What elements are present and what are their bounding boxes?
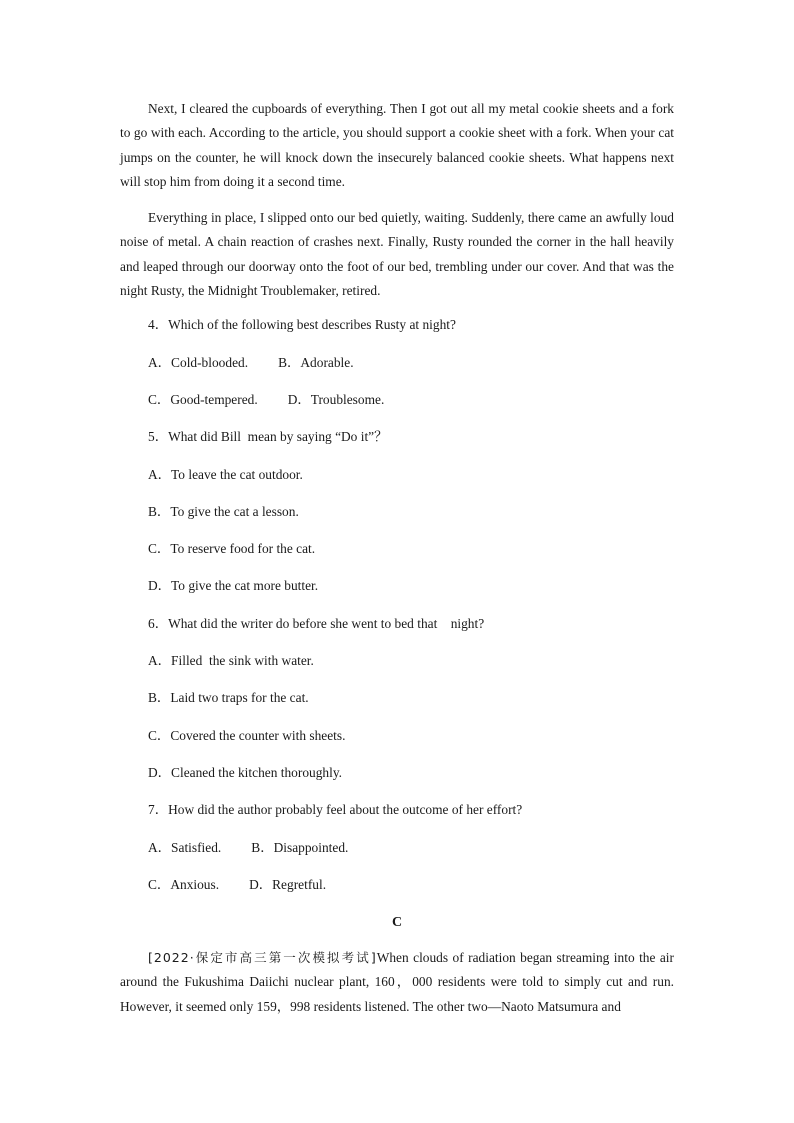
passage-paragraph-1: Next, I cleared the cupboards of everything. Then I got out all my metal cookie sheets and a fork to go with each. According to the article, you should support a cookie sheet with a fork. When your cat jumps on the counter, he will knock down the insecurely balanced cookie sheets. What happens next will stop him from doing it a second time. — [120, 101, 674, 189]
question-5-stem: 5．What did Bill mean by saying “Do it”？ — [148, 429, 388, 445]
option-b: B．Adorable. — [278, 354, 354, 370]
section-c-text: When clouds of radiation began streaming into the air around the Fukushima Daiichi nuclear plant, 160，000 residents were told to simply cut and run. However, it seemed only 159，998 residents listened. The other two—Naoto Matsumura and — [120, 950, 674, 1014]
question-7-options-row-1 — [148, 838, 674, 858]
option-a: A．Cold-blooded. — [148, 354, 249, 370]
option-d: D．Regretful. — [249, 876, 327, 892]
passage-paragraph-2: Everything in place, I slipped onto our bed quietly, waiting. Suddenly, there came an awfully loud noise of metal. A chain reaction of crashes next. Finally, Rusty rounded the corner in the hall heavily and leaped through our doorway onto the foot of our bed, trembling under our cover. And that was the night Rusty, the Midnight Troublemaker, retired. — [120, 210, 674, 299]
question-6-option-d: D．Cleaned the kitchen thoroughly. — [148, 764, 342, 780]
question-5-option-d: D．To give the cat more butter. — [148, 578, 319, 594]
source-tag: [2022·保定市高三第一次模拟考试] — [148, 950, 377, 966]
option-c: C．Anxious. — [148, 876, 220, 892]
question-5-option-b: B．To give the cat a lesson. — [148, 503, 299, 519]
section-heading: C — [391, 915, 403, 931]
question-7-options-row-2 — [148, 875, 674, 895]
option-b: B．Disappointed. — [251, 839, 349, 855]
question-4-stem: 4．Which of the following best describes Rusty at night? — [148, 317, 456, 333]
document-page — [120, 97, 674, 1019]
option-a: A．Satisfied. — [148, 839, 222, 855]
question-7-stem: 7．How did the author probably feel about the outcome of her effort? — [148, 802, 523, 818]
question-6-option-c: C．Covered the counter with sheets. — [148, 727, 346, 743]
question-6-option-a: A．Filled the sink with water. — [148, 653, 314, 669]
question-6-stem: 6．What did the writer do before she went to bed that night? — [148, 615, 485, 631]
option-c: C．Good-tempered. — [148, 391, 258, 407]
option-d: D．Troublesome. — [287, 391, 385, 407]
question-4-options-row-1 — [148, 353, 674, 373]
section-c-paragraph — [120, 946, 674, 1019]
question-5-option-a: A．To leave the cat outdoor. — [148, 466, 303, 482]
question-5-option-c: C．To reserve food for the cat. — [148, 541, 316, 557]
question-4-options-row-2 — [148, 390, 674, 410]
question-6-option-b: B．Laid two traps for the cat. — [148, 690, 309, 706]
